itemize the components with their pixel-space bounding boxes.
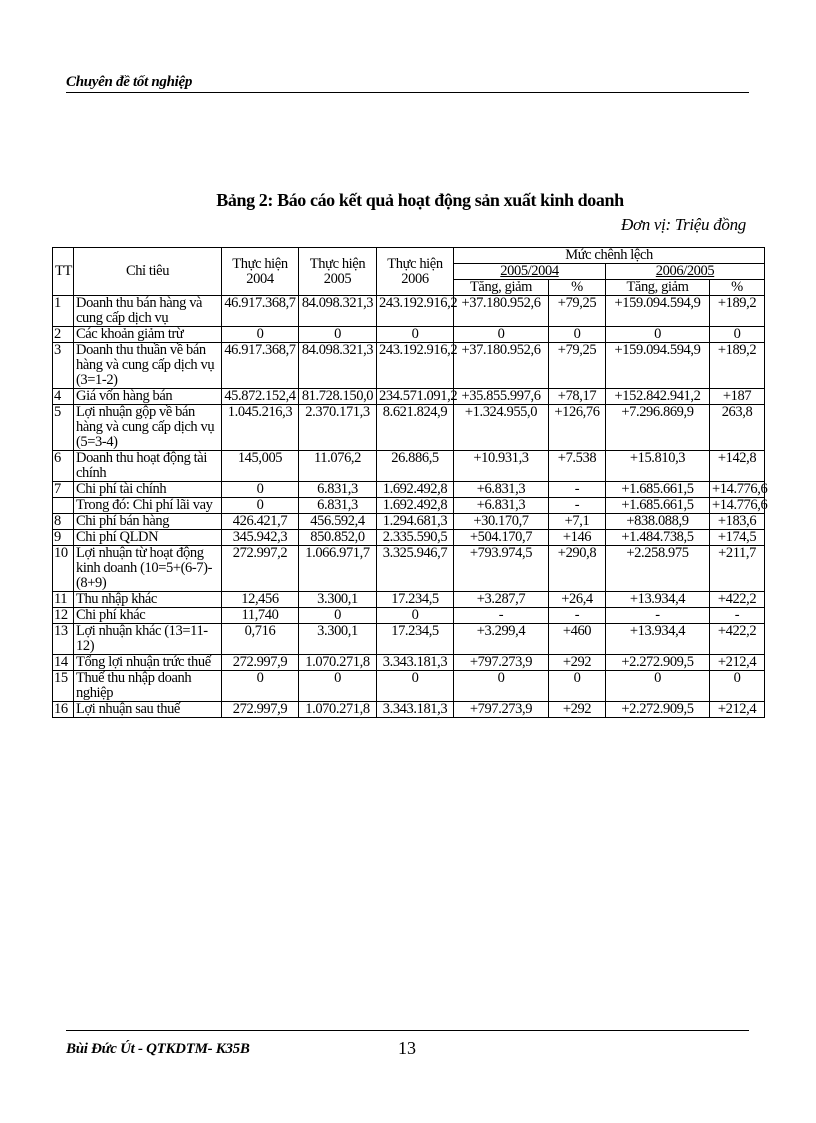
row-change-2005-2004: +797.273,9 bbox=[454, 702, 549, 718]
row-value-2006: 26.886,5 bbox=[377, 451, 454, 482]
table-row bbox=[53, 702, 765, 718]
row-change-2005-2004: +3.299,4 bbox=[454, 624, 549, 655]
row-name: Chi phí tài chính bbox=[74, 482, 222, 498]
row-value-2005: 1.070.271,8 bbox=[299, 655, 377, 671]
row-name: Doanh thu bán hàng và cung cấp dịch vụ bbox=[74, 296, 222, 327]
row-value-2004: 272.997,9 bbox=[222, 702, 299, 718]
row-tt: 16 bbox=[53, 702, 74, 718]
row-pct-2005-2004: +292 bbox=[549, 655, 606, 671]
table-row bbox=[53, 343, 765, 389]
row-pct-2006-2005: +189,2 bbox=[710, 343, 765, 389]
row-value-2005: 3.300,1 bbox=[299, 592, 377, 608]
row-value-2004: 145,005 bbox=[222, 451, 299, 482]
row-value-2006: 1.692.492,8 bbox=[377, 498, 454, 514]
row-tt: 12 bbox=[53, 608, 74, 624]
row-value-2005: 850.852,0 bbox=[299, 530, 377, 546]
header-2005: Thực hiện 2005 bbox=[299, 248, 377, 296]
row-pct-2006-2005: +212,4 bbox=[710, 655, 765, 671]
row-value-2005: 1.066.971,7 bbox=[299, 546, 377, 592]
row-pct-2006-2005: +212,4 bbox=[710, 702, 765, 718]
row-change-2006-2005: +13.934,4 bbox=[606, 624, 710, 655]
row-change-2005-2004: - bbox=[454, 608, 549, 624]
row-value-2004: 0,716 bbox=[222, 624, 299, 655]
header-period-2006-2005: 2006/2005 bbox=[606, 264, 765, 280]
row-name: Doanh thu thuần về bán hàng và cung cấp dịch vụ (3=1-2) bbox=[74, 343, 222, 389]
row-change-2006-2005: +159.094.594,9 bbox=[606, 343, 710, 389]
row-tt: 2 bbox=[53, 327, 74, 343]
row-value-2005: 11.076,2 bbox=[299, 451, 377, 482]
table-row bbox=[53, 608, 765, 624]
row-tt: 10 bbox=[53, 546, 74, 592]
row-change-2005-2004: +793.974,5 bbox=[454, 546, 549, 592]
row-value-2006: 8.621.824,9 bbox=[377, 405, 454, 451]
row-tt: 8 bbox=[53, 514, 74, 530]
row-value-2004: 12,456 bbox=[222, 592, 299, 608]
table-row bbox=[53, 405, 765, 451]
header-tt: TT bbox=[53, 248, 74, 296]
row-value-2005: 84.098.321,3 bbox=[299, 296, 377, 327]
page-number: 13 bbox=[398, 1038, 416, 1058]
table-body bbox=[53, 295, 768, 718]
row-change-2006-2005: +1.685.661,5 bbox=[606, 482, 710, 498]
running-header: Chuyên đề tốt nghiệp bbox=[66, 74, 193, 90]
row-name: Chi phí bán hàng bbox=[74, 514, 222, 530]
row-change-2005-2004: +30.170,7 bbox=[454, 514, 549, 530]
row-value-2006: 243.192.916,2 bbox=[377, 296, 454, 327]
row-value-2006: 3.325.946,7 bbox=[377, 546, 454, 592]
row-name: Lợi nhuận gộp về bán hàng và cung cấp dịch vụ (5=3-4) bbox=[74, 405, 222, 451]
row-pct-2005-2004: +79,25 bbox=[549, 296, 606, 327]
row-pct-2006-2005: +189,2 bbox=[710, 296, 765, 327]
row-change-2005-2004: +1.324.955,0 bbox=[454, 405, 549, 451]
row-pct-2006-2005: - bbox=[710, 608, 765, 624]
row-tt: 3 bbox=[53, 343, 74, 389]
table-row bbox=[53, 530, 765, 546]
row-change-2006-2005: +7.296.869,9 bbox=[606, 405, 710, 451]
row-pct-2005-2004: 0 bbox=[549, 327, 606, 343]
row-value-2004: 45.872.152,4 bbox=[222, 389, 299, 405]
row-value-2005: 6.831,3 bbox=[299, 498, 377, 514]
row-value-2004: 272.997,2 bbox=[222, 546, 299, 592]
header-pct-1: % bbox=[549, 280, 606, 296]
table-row bbox=[53, 592, 765, 608]
row-change-2006-2005: 0 bbox=[606, 327, 710, 343]
row-pct-2006-2005: +211,7 bbox=[710, 546, 765, 592]
row-tt: 5 bbox=[53, 405, 74, 451]
row-pct-2006-2005: 0 bbox=[710, 327, 765, 343]
row-tt: 14 bbox=[53, 655, 74, 671]
row-change-2006-2005: +2.258.975 bbox=[606, 546, 710, 592]
row-change-2005-2004: +504.170,7 bbox=[454, 530, 549, 546]
row-value-2004: 0 bbox=[222, 671, 299, 702]
row-value-2006: 0 bbox=[377, 671, 454, 702]
row-tt: 11 bbox=[53, 592, 74, 608]
table-title: Bảng 2: Báo cáo kết quả hoạt động sản xuất kinh doanh bbox=[216, 190, 624, 210]
row-value-2006: 234.571.091,2 bbox=[377, 389, 454, 405]
row-value-2006: 17.234,5 bbox=[377, 592, 454, 608]
row-value-2006: 1.294.681,3 bbox=[377, 514, 454, 530]
row-pct-2006-2005: +142,8 bbox=[710, 451, 765, 482]
row-value-2005: 81.728.150,0 bbox=[299, 389, 377, 405]
row-change-2005-2004: +6.831,3 bbox=[454, 482, 549, 498]
footer-author: Bùi Đức Út - QTKDTM- K35B bbox=[66, 1041, 250, 1057]
row-tt: 7 bbox=[53, 482, 74, 498]
header-divider bbox=[66, 92, 749, 93]
header-2006: Thực hiện 2006 bbox=[377, 248, 454, 296]
row-pct-2005-2004: +126,76 bbox=[549, 405, 606, 451]
row-change-2005-2004: 0 bbox=[454, 327, 549, 343]
row-value-2005: 456.592,4 bbox=[299, 514, 377, 530]
table-row bbox=[53, 671, 765, 702]
row-pct-2006-2005: +183,6 bbox=[710, 514, 765, 530]
row-value-2004: 46.917.368,7 bbox=[222, 343, 299, 389]
table-row bbox=[53, 546, 765, 592]
row-pct-2005-2004: 0 bbox=[549, 671, 606, 702]
row-value-2005: 0 bbox=[299, 327, 377, 343]
row-name: Lợi nhuận khác (13=11-12) bbox=[74, 624, 222, 655]
row-name: Lợi nhuận từ hoạt động kinh doanh (10=5+(6-7)-(8+9) bbox=[74, 546, 222, 592]
row-value-2004: 426.421,7 bbox=[222, 514, 299, 530]
header-chi-tieu: Chỉ tiêu bbox=[74, 248, 222, 296]
row-value-2004: 345.942,3 bbox=[222, 530, 299, 546]
row-tt: 4 bbox=[53, 389, 74, 405]
header-muc-chenh-lech: Mức chênh lệch bbox=[454, 248, 765, 264]
row-pct-2006-2005: 263,8 bbox=[710, 405, 765, 451]
row-pct-2005-2004: +26,4 bbox=[549, 592, 606, 608]
row-change-2006-2005: - bbox=[606, 608, 710, 624]
table-row bbox=[53, 498, 765, 514]
row-change-2005-2004: 0 bbox=[454, 671, 549, 702]
row-name: Lợi nhuận sau thuế bbox=[74, 702, 222, 718]
unit-label: Đơn vị: Triệu đồng bbox=[620, 215, 746, 234]
row-name: Chi phí khác bbox=[74, 608, 222, 624]
table-row bbox=[53, 296, 765, 327]
row-pct-2005-2004: +79,25 bbox=[549, 343, 606, 389]
row-value-2004: 46.917.368,7 bbox=[222, 296, 299, 327]
row-change-2006-2005: +152.842.941,2 bbox=[606, 389, 710, 405]
header-period-2005-2004: 2005/2004 bbox=[454, 264, 606, 280]
footer-divider bbox=[66, 1030, 749, 1031]
row-value-2005: 0 bbox=[299, 608, 377, 624]
row-value-2006: 0 bbox=[377, 327, 454, 343]
row-name: Các khoản giảm trừ bbox=[74, 327, 222, 343]
row-change-2006-2005: +13.934,4 bbox=[606, 592, 710, 608]
row-tt: 9 bbox=[53, 530, 74, 546]
row-value-2004: 0 bbox=[222, 482, 299, 498]
row-value-2005: 6.831,3 bbox=[299, 482, 377, 498]
row-value-2005: 1.070.271,8 bbox=[299, 702, 377, 718]
row-value-2005: 0 bbox=[299, 671, 377, 702]
header-tang-giam-2: Tăng, giảm bbox=[606, 280, 710, 296]
row-pct-2006-2005: 0 bbox=[710, 671, 765, 702]
header-tang-giam-1: Tăng, giảm bbox=[454, 280, 549, 296]
row-pct-2006-2005: +422,2 bbox=[710, 592, 765, 608]
row-pct-2006-2005: +422,2 bbox=[710, 624, 765, 655]
row-pct-2006-2005: +14.776,6 bbox=[710, 482, 765, 498]
row-change-2006-2005: 0 bbox=[606, 671, 710, 702]
row-name: Thuế thu nhập doanh nghiệp bbox=[74, 671, 222, 702]
row-pct-2005-2004: +460 bbox=[549, 624, 606, 655]
table-row bbox=[53, 451, 765, 482]
row-change-2006-2005: +2.272.909,5 bbox=[606, 702, 710, 718]
header-pct-2: % bbox=[710, 280, 765, 296]
row-pct-2006-2005: +14.776,6 bbox=[710, 498, 765, 514]
row-pct-2005-2004: - bbox=[549, 498, 606, 514]
table-row bbox=[53, 327, 765, 343]
row-change-2005-2004: +35.855.997,6 bbox=[454, 389, 549, 405]
row-tt bbox=[53, 498, 74, 514]
row-tt: 1 bbox=[53, 296, 74, 327]
row-pct-2005-2004: +290,8 bbox=[549, 546, 606, 592]
row-value-2006: 3.343.181,3 bbox=[377, 702, 454, 718]
table-row bbox=[53, 624, 765, 655]
row-change-2006-2005: +838.088,9 bbox=[606, 514, 710, 530]
row-pct-2005-2004: +7.538 bbox=[549, 451, 606, 482]
table-row bbox=[53, 655, 765, 671]
row-pct-2005-2004: - bbox=[549, 482, 606, 498]
row-name: Chi phí QLDN bbox=[74, 530, 222, 546]
row-value-2006: 1.692.492,8 bbox=[377, 482, 454, 498]
row-value-2004: 0 bbox=[222, 327, 299, 343]
row-value-2004: 0 bbox=[222, 498, 299, 514]
row-name: Giá vốn hàng bán bbox=[74, 389, 222, 405]
table-row bbox=[53, 514, 765, 530]
row-value-2004: 11,740 bbox=[222, 608, 299, 624]
row-value-2006: 2.335.590,5 bbox=[377, 530, 454, 546]
row-value-2005: 2.370.171,3 bbox=[299, 405, 377, 451]
row-pct-2005-2004: +292 bbox=[549, 702, 606, 718]
row-tt: 13 bbox=[53, 624, 74, 655]
row-change-2006-2005: +2.272.909,5 bbox=[606, 655, 710, 671]
row-value-2005: 84.098.321,3 bbox=[299, 343, 377, 389]
row-pct-2005-2004: +7,1 bbox=[549, 514, 606, 530]
row-pct-2006-2005: +187 bbox=[710, 389, 765, 405]
row-value-2005: 3.300,1 bbox=[299, 624, 377, 655]
row-value-2004: 1.045.216,3 bbox=[222, 405, 299, 451]
row-pct-2005-2004: - bbox=[549, 608, 606, 624]
row-change-2005-2004: +797.273,9 bbox=[454, 655, 549, 671]
row-value-2006: 3.343.181,3 bbox=[377, 655, 454, 671]
row-value-2006: 243.192.916,2 bbox=[377, 343, 454, 389]
row-pct-2006-2005: +174,5 bbox=[710, 530, 765, 546]
row-change-2005-2004: +37.180.952,6 bbox=[454, 296, 549, 327]
row-change-2006-2005: +15.810,3 bbox=[606, 451, 710, 482]
row-name: Tổng lợi nhuận trức thuế bbox=[74, 655, 222, 671]
row-value-2004: 272.997,9 bbox=[222, 655, 299, 671]
row-change-2006-2005: +159.094.594,9 bbox=[606, 296, 710, 327]
row-tt: 6 bbox=[53, 451, 74, 482]
row-value-2006: 17.234,5 bbox=[377, 624, 454, 655]
row-value-2006: 0 bbox=[377, 608, 454, 624]
table-row bbox=[53, 482, 765, 498]
business-results-table bbox=[52, 247, 768, 718]
row-change-2005-2004: +3.287,7 bbox=[454, 592, 549, 608]
row-change-2005-2004: +10.931,3 bbox=[454, 451, 549, 482]
table-row bbox=[53, 389, 765, 405]
row-change-2006-2005: +1.685.661,5 bbox=[606, 498, 710, 514]
header-2004: Thực hiện 2004 bbox=[222, 248, 299, 296]
row-change-2005-2004: +37.180.952,6 bbox=[454, 343, 549, 389]
row-change-2005-2004: +6.831,3 bbox=[454, 498, 549, 514]
row-tt: 15 bbox=[53, 671, 74, 702]
row-name: Trong đó: Chi phí lãi vay bbox=[74, 498, 222, 514]
row-name: Thu nhập khác bbox=[74, 592, 222, 608]
row-name: Doanh thu hoạt động tài chính bbox=[74, 451, 222, 482]
row-pct-2005-2004: +78,17 bbox=[549, 389, 606, 405]
row-change-2006-2005: +1.484.738,5 bbox=[606, 530, 710, 546]
row-pct-2005-2004: +146 bbox=[549, 530, 606, 546]
